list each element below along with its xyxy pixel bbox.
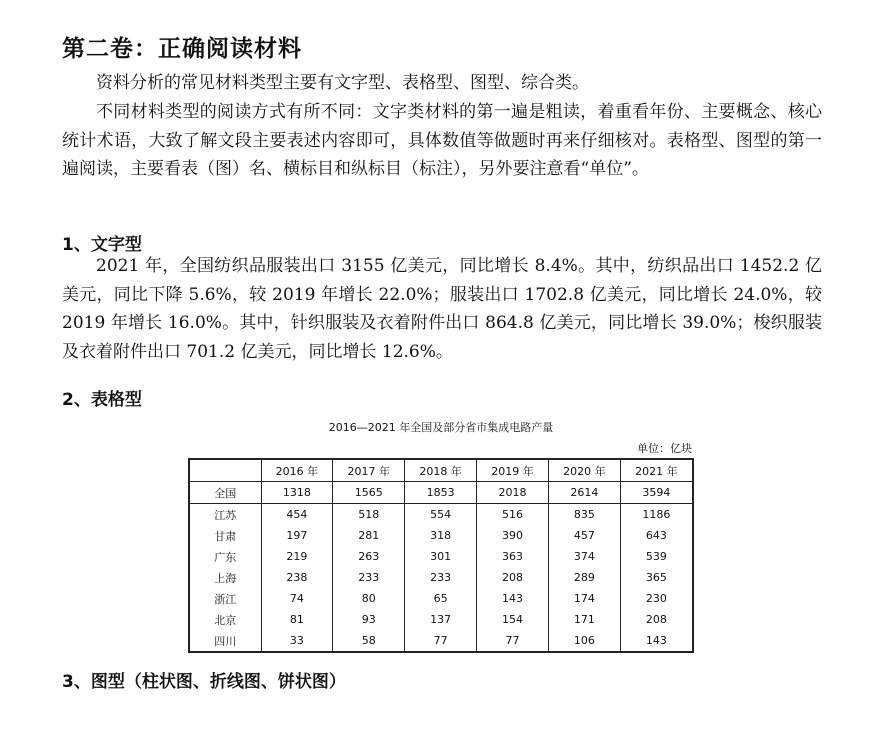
table-row	[189, 546, 693, 567]
table-cell: 374	[548, 546, 620, 567]
table-title: 2016—2021 年全国及部分省市集成电路产量	[328, 421, 554, 434]
table-cell: 广东	[189, 546, 261, 567]
table-cell: 233	[333, 567, 405, 588]
table-cell: 301	[405, 546, 477, 567]
table-header-row	[189, 459, 693, 482]
table-cell: 263	[333, 546, 405, 567]
chart-type-heading: 3、图型（柱状图、折线图、饼状图）	[62, 672, 346, 692]
table-cell: 516	[477, 504, 549, 526]
table-cell: 154	[477, 609, 549, 630]
table-cell: 2614	[548, 482, 620, 504]
table-cell: 554	[405, 504, 477, 526]
table-unit: 单位：亿块	[637, 442, 692, 455]
table-cell: 208	[620, 609, 693, 630]
table-cell: 289	[548, 567, 620, 588]
intro-paragraph-1: 资料分析的常见材料类型主要有文字型、表格型、图型、综合类。	[96, 73, 589, 93]
table-cell: 1853	[405, 482, 477, 504]
table-cell: 835	[548, 504, 620, 526]
table-cell: 65	[405, 588, 477, 609]
table-cell: 1186	[620, 504, 693, 526]
table-cell: 四川	[189, 630, 261, 652]
table-cell: 457	[548, 525, 620, 546]
table-cell: 浙江	[189, 588, 261, 609]
table-cell: 58	[333, 630, 405, 652]
table-cell: 281	[333, 525, 405, 546]
table-cell: 106	[548, 630, 620, 652]
table-row	[189, 482, 693, 504]
table-row	[189, 588, 693, 609]
table-cell: 238	[261, 567, 333, 588]
table-cell: 77	[405, 630, 477, 652]
table-cell: 365	[620, 567, 693, 588]
table-cell: 318	[405, 525, 477, 546]
table-header-cell: 2018 年	[405, 459, 477, 482]
table-cell: 全国	[189, 482, 261, 504]
intro-paragraph-2: 不同材料类型的阅读方式有所不同：文字类材料的第一遍是粗读，着重看年份、主要概念、核心统计术语，大致了解文段主要表述内容即可，具体数值等做题时再来仔细核对。表格型、图型的第一遍阅读，主要看表（图）名、横标目和纵标目（标注），另外要注意看“单位”。	[62, 102, 822, 179]
table-cell: 390	[477, 525, 549, 546]
table-row	[189, 525, 693, 546]
table-header-cell: 2016 年	[261, 459, 333, 482]
table-cell: 北京	[189, 609, 261, 630]
table-header-cell	[189, 459, 261, 482]
table-cell: 甘肃	[189, 525, 261, 546]
table-cell: 518	[333, 504, 405, 526]
table-cell: 143	[620, 630, 693, 652]
table-cell: 643	[620, 525, 693, 546]
table-row	[189, 630, 693, 652]
table-cell: 137	[405, 609, 477, 630]
table-cell: 363	[477, 546, 549, 567]
table-header-cell: 2020 年	[548, 459, 620, 482]
table-row	[189, 567, 693, 588]
table-cell: 74	[261, 588, 333, 609]
table-cell: 33	[261, 630, 333, 652]
table-cell: 174	[548, 588, 620, 609]
table-cell: 539	[620, 546, 693, 567]
table-header-cell: 2019 年	[477, 459, 549, 482]
table-header-cell: 2021 年	[620, 459, 693, 482]
table-row	[189, 609, 693, 630]
table-cell: 143	[477, 588, 549, 609]
table-cell: 2018	[477, 482, 549, 504]
table-cell: 208	[477, 567, 549, 588]
table-cell: 197	[261, 525, 333, 546]
table-cell: 77	[477, 630, 549, 652]
ic-production-table	[188, 458, 694, 653]
table-cell: 江苏	[189, 504, 261, 526]
text-type-paragraph: 2021 年，全国纺织品服装出口 3155 亿美元，同比增长 8.4%。其中，纺织品出口 1452.2 亿美元，同比下降 5.6%，较 2019 年增长 22.0%；服装出口 1702.8 亿美元，同比增长 24.0%，较 2019 年增长 16.0%。其中，针织服装及衣着附件出口 864.8 亿美元，同比增长 39.0%；梭织服装及衣着附件出口 701.2 亿美元，同比增长 12.6%。	[62, 256, 822, 362]
table-cell: 171	[548, 609, 620, 630]
table-row	[189, 504, 693, 526]
table-cell: 93	[333, 609, 405, 630]
table-cell: 1318	[261, 482, 333, 504]
table-type-heading: 2、表格型	[62, 390, 142, 410]
table-cell: 219	[261, 546, 333, 567]
table-cell: 80	[333, 588, 405, 609]
table-cell: 233	[405, 567, 477, 588]
table-cell: 81	[261, 609, 333, 630]
table-cell: 230	[620, 588, 693, 609]
table-cell: 454	[261, 504, 333, 526]
section-title: 第二卷：正确阅读材料	[62, 36, 302, 62]
table-cell: 上海	[189, 567, 261, 588]
table-cell: 1565	[333, 482, 405, 504]
table-cell: 3594	[620, 482, 693, 504]
table-header-cell: 2017 年	[333, 459, 405, 482]
text-type-heading: 1、文字型	[62, 235, 142, 255]
